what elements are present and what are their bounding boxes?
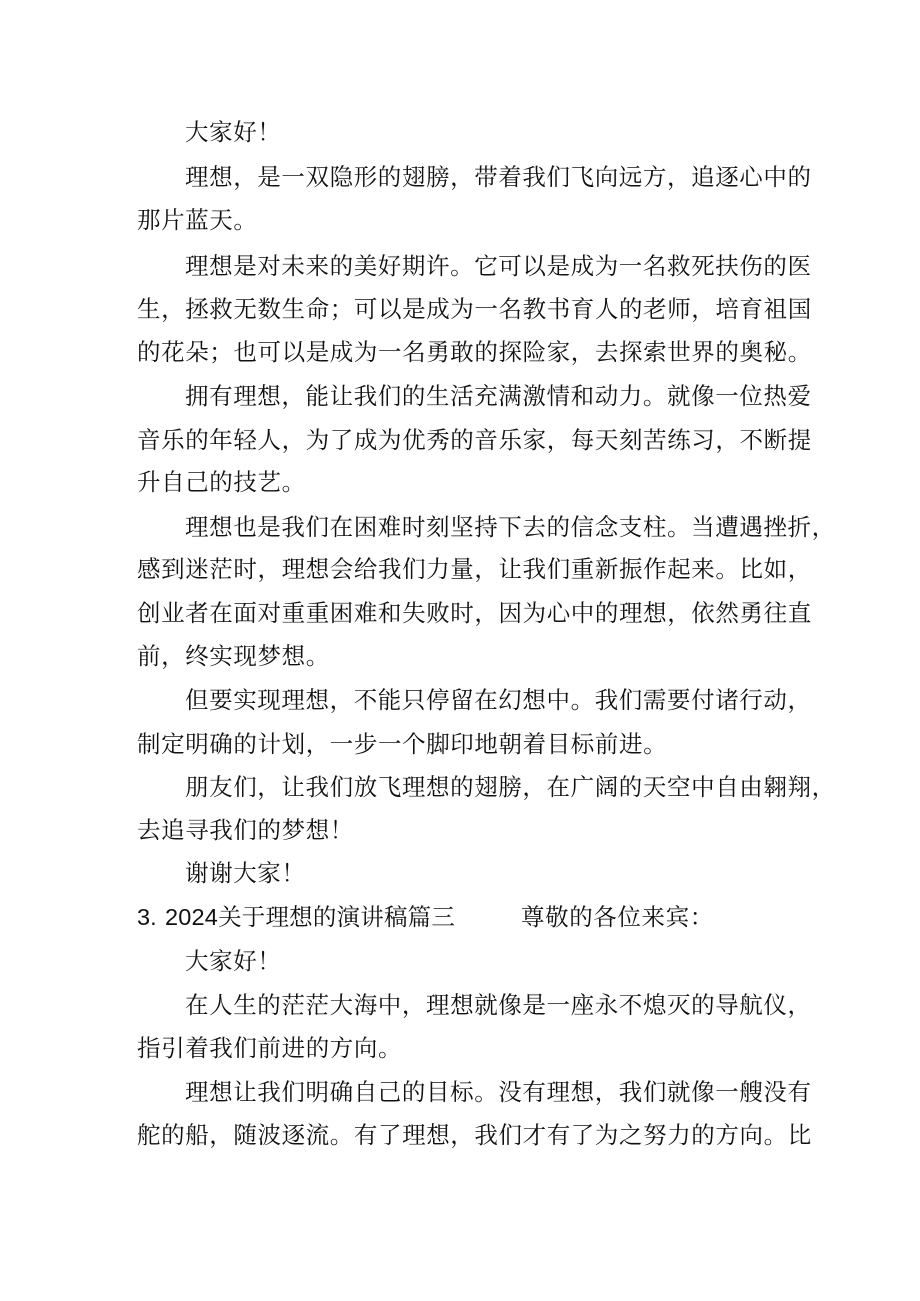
paragraph-line: 生，拯救无数生命；可以是成为一名教书育人的老师，培育祖国 xyxy=(137,295,812,323)
paragraph-line: 理想是对未来的美好期许。它可以是成为一名救死扶伤的医 xyxy=(185,252,812,280)
paragraph-line: 理想也是我们在困难时刻坚持下去的信念支柱。当遭遇挫折， xyxy=(185,513,836,541)
paragraph-line: 去追寻我们的梦想！ xyxy=(137,816,354,844)
paragraph-line: 创业者在面对重重困难和失败时，因为心中的理想，依然勇往直 xyxy=(137,599,812,627)
paragraph-line: 音乐的年轻人，为了成为优秀的音乐家，每天刻苦练习，不断提 xyxy=(137,426,812,454)
paragraph-line: 制定明确的计划，一步一个脚印地朝着目标前进。 xyxy=(137,730,668,758)
paragraph-line: 朋友们，让我们放飞理想的翅膀，在广阔的天空中自由翱翔， xyxy=(185,773,836,801)
greeting: 大家好！ xyxy=(185,947,282,975)
paragraph-line: 理想让我们明确自己的目标。没有理想，我们就像一艘没有 xyxy=(185,1078,812,1106)
section-title: 2024关于理想的演讲稿篇三 xyxy=(165,904,456,930)
paragraph-line: 理想，是一双隐形的翅膀，带着我们飞向远方，追逐心中的 xyxy=(185,163,812,191)
greeting: 大家好！ xyxy=(185,118,282,146)
paragraph-line: 拥有理想，能让我们的生活充满激情和动力。就像一位热爱 xyxy=(185,382,812,410)
paragraph-line: 舵的船，随波逐流。有了理想，我们才有了为之努力的方向。比 xyxy=(137,1121,812,1149)
closing: 谢谢大家！ xyxy=(185,859,306,887)
section-number: 3. xyxy=(137,904,157,930)
salutation: 尊敬的各位来宾： xyxy=(521,903,714,931)
paragraph-line: 指引着我们前进的方向。 xyxy=(137,1034,403,1062)
paragraph-line: 在人生的茫茫大海中，理想就像是一座永不熄灭的导航仪， xyxy=(185,991,812,1019)
paragraph-line: 的花朵；也可以是成为一名勇敢的探险家，去探索世界的奥秘。 xyxy=(137,338,812,366)
paragraph-line: 但要实现理想，不能只停留在幻想中。我们需要付诸行动， xyxy=(185,686,812,714)
paragraph-line: 感到迷茫时，理想会给我们力量，让我们重新振作起来。比如， xyxy=(137,555,812,583)
paragraph-line: 那片蓝天。 xyxy=(137,206,258,234)
paragraph-line: 前，终实现梦想。 xyxy=(137,642,330,670)
paragraph-line: 升自己的技艺。 xyxy=(137,468,306,496)
